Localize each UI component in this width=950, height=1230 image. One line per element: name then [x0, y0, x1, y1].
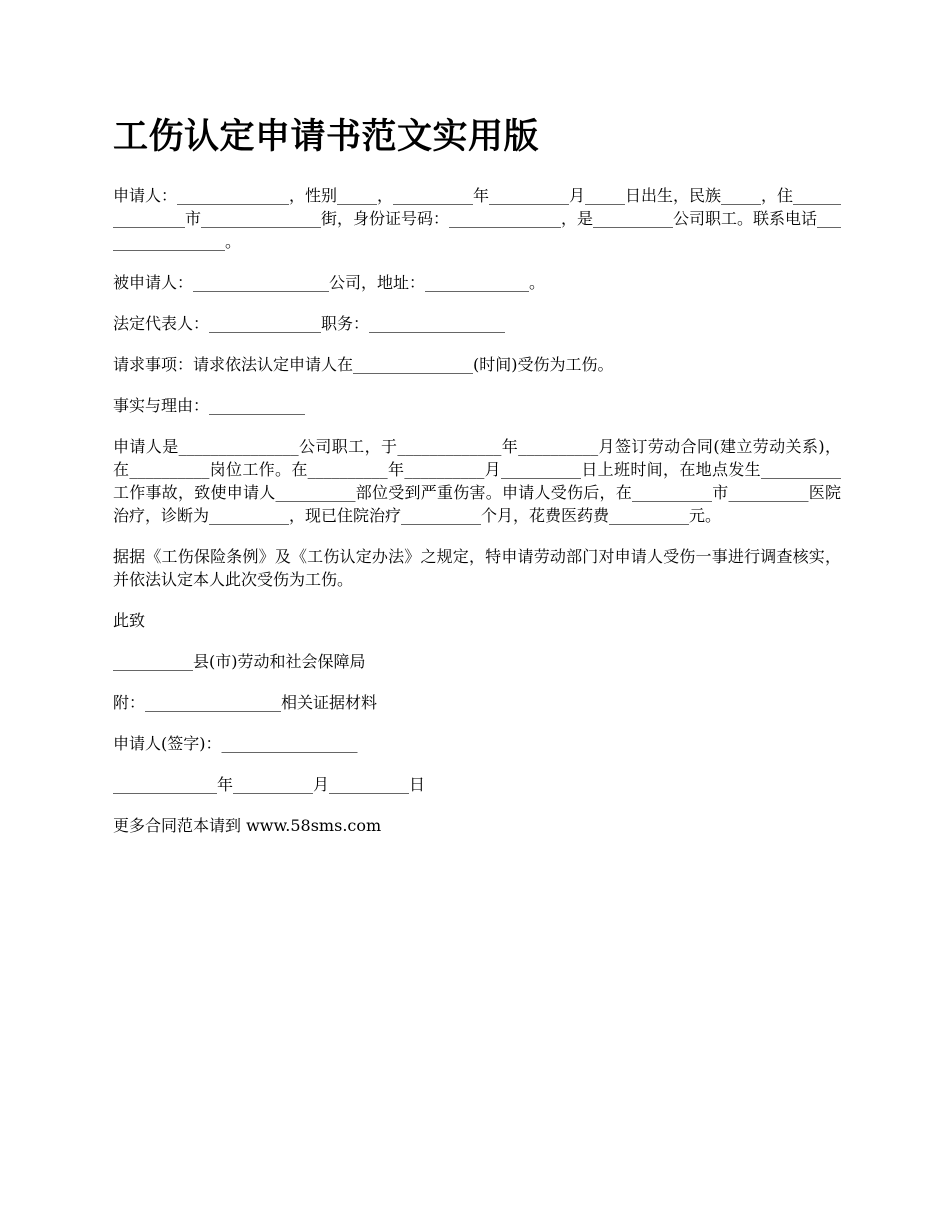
- respondent-paragraph: 被申请人：_________________公司，地址：_____________。: [113, 273, 546, 292]
- applicant-info-paragraph: 申请人：______________，性别_____，__________年__________月_____日出生，民族_____，住_______________市_______________街，身份证号码：______________，是__________公司职工。联系电话_________________。: [113, 186, 842, 251]
- document-title: 工伤认定申请书范文实用版: [113, 116, 540, 157]
- request-paragraph: 请求事项：请求依法认定申请人在_______________(时间)受伤为工伤。: [113, 355, 614, 374]
- facts-paragraph: 申请人是_______________公司职工，于_____________年__________月签订劳动合同(建立劳动关系)，在__________岗位工作。在__________年__________月__________日上班时间，在地点发生__________工作事故，致使申请人__________部位受到严重伤害。申请人受伤后，在__________市__________医院治疗，诊断为__________，现已住院治疗__________个月，花费医药费__________元。: [113, 437, 841, 525]
- document-page: [113, 112, 841, 855]
- recipient-paragraph: __________县(市)劳动和社会保障局: [113, 652, 366, 671]
- signature-paragraph: 申请人(签字)：_________________: [113, 734, 358, 753]
- footer-link-paragraph: 更多合同范本请到 www.58sms.com: [113, 816, 382, 835]
- legal-basis-paragraph: 据据《工伤保险条例》及《工伤认定办法》之规定，特申请劳动部门对申请人受伤一事进行调查核实，并依法认定本人此次受伤为工伤。: [113, 547, 841, 589]
- facts-heading-paragraph: 事实与理由：____________: [113, 396, 306, 415]
- attachment-paragraph: 附：_________________相关证据材料: [113, 693, 378, 712]
- legal-representative-paragraph: 法定代表人：______________职务：_________________: [113, 314, 506, 333]
- date-paragraph: _____________年__________月__________日: [113, 775, 426, 794]
- salutation-paragraph: 此致: [113, 611, 146, 630]
